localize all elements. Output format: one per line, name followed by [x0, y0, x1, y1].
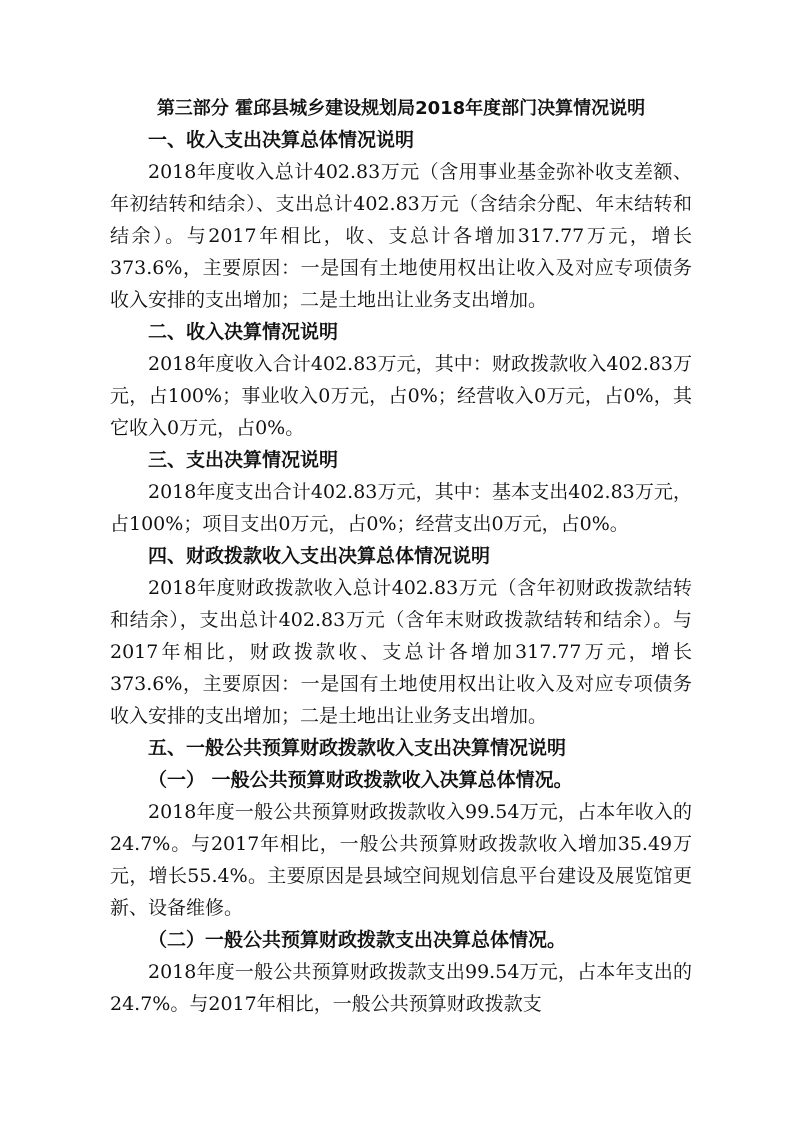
paragraph-expense: 2018年度支出合计402.83万元，其中：基本支出402.83万元，占100%；项目支出0万元，占0%；经营支出0万元，占0%。 [110, 481, 692, 535]
section-heading-fiscal-allocation: 四、财政拨款收入支出决算总体情况说明 [148, 545, 491, 567]
section-heading-expense: 三、支出决算情况说明 [148, 449, 339, 471]
document-body [110, 94, 692, 1020]
paragraph-income-expense-overview: 2018年度收入总计402.83万元（含用事业基金弥补收支差额、年初结转和结余）、支出总计402.83万元（含结余分配、年末结转和结余）。与2017年相比，收、支总计各增加317.77万元，增长373.6%，主要原因：一是国有土地使用权出让收入及对应专项债务收入安排的支出增加；二是土地出让业务支出增加。 [110, 161, 692, 311]
subsection-heading-general-budget-expense: （二）一般公共预算财政拨款支出决算总体情况。 [148, 929, 567, 951]
section-heading-general-budget: 五、一般公共预算财政拨款收入支出决算情况说明 [148, 737, 567, 759]
paragraph-general-budget-expense: 2018年度一般公共预算财政拨款支出99.54万元，占本年支出的24.7%。与2017年相比，一般公共预算财政拨款支 [110, 961, 692, 1015]
paragraph-general-budget-income: 2018年度一般公共预算财政拨款收入99.54万元，占本年收入的24.7%。与2017年相比，一般公共预算财政拨款收入增加35.49万元，增长55.4%。主要原因是县域空间规划信息平台建设及展览馆更新、设备维修。 [110, 801, 692, 919]
document-title: 第三部分 霍邱县城乡建设规划局2018年度部门决算情况说明 [156, 98, 646, 119]
section-heading-income: 二、收入决算情况说明 [148, 321, 339, 343]
section-heading-income-expense-overview: 一、收入支出决算总体情况说明 [148, 129, 415, 151]
paragraph-income: 2018年度收入合计402.83万元，其中：财政拨款收入402.83万元，占100%；事业收入0万元，占0%；经营收入0万元，占0%，其它收入0万元，占0%。 [110, 353, 692, 439]
subsection-heading-general-budget-income: （一） 一般公共预算财政拨款收入决算总体情况。 [148, 769, 573, 791]
paragraph-fiscal-allocation: 2018年度财政拨款收入总计402.83万元（含年初财政拨款结转和结余），支出总计402.83万元（含年末财政拨款结转和结余）。与2017年相比，财政拨款收、支总计各增加317.77万元，增长373.6%，主要原因：一是国有土地使用权出让收入及对应专项债务收入安排的支出增加；二是土地出让业务支出增加。 [110, 577, 692, 727]
